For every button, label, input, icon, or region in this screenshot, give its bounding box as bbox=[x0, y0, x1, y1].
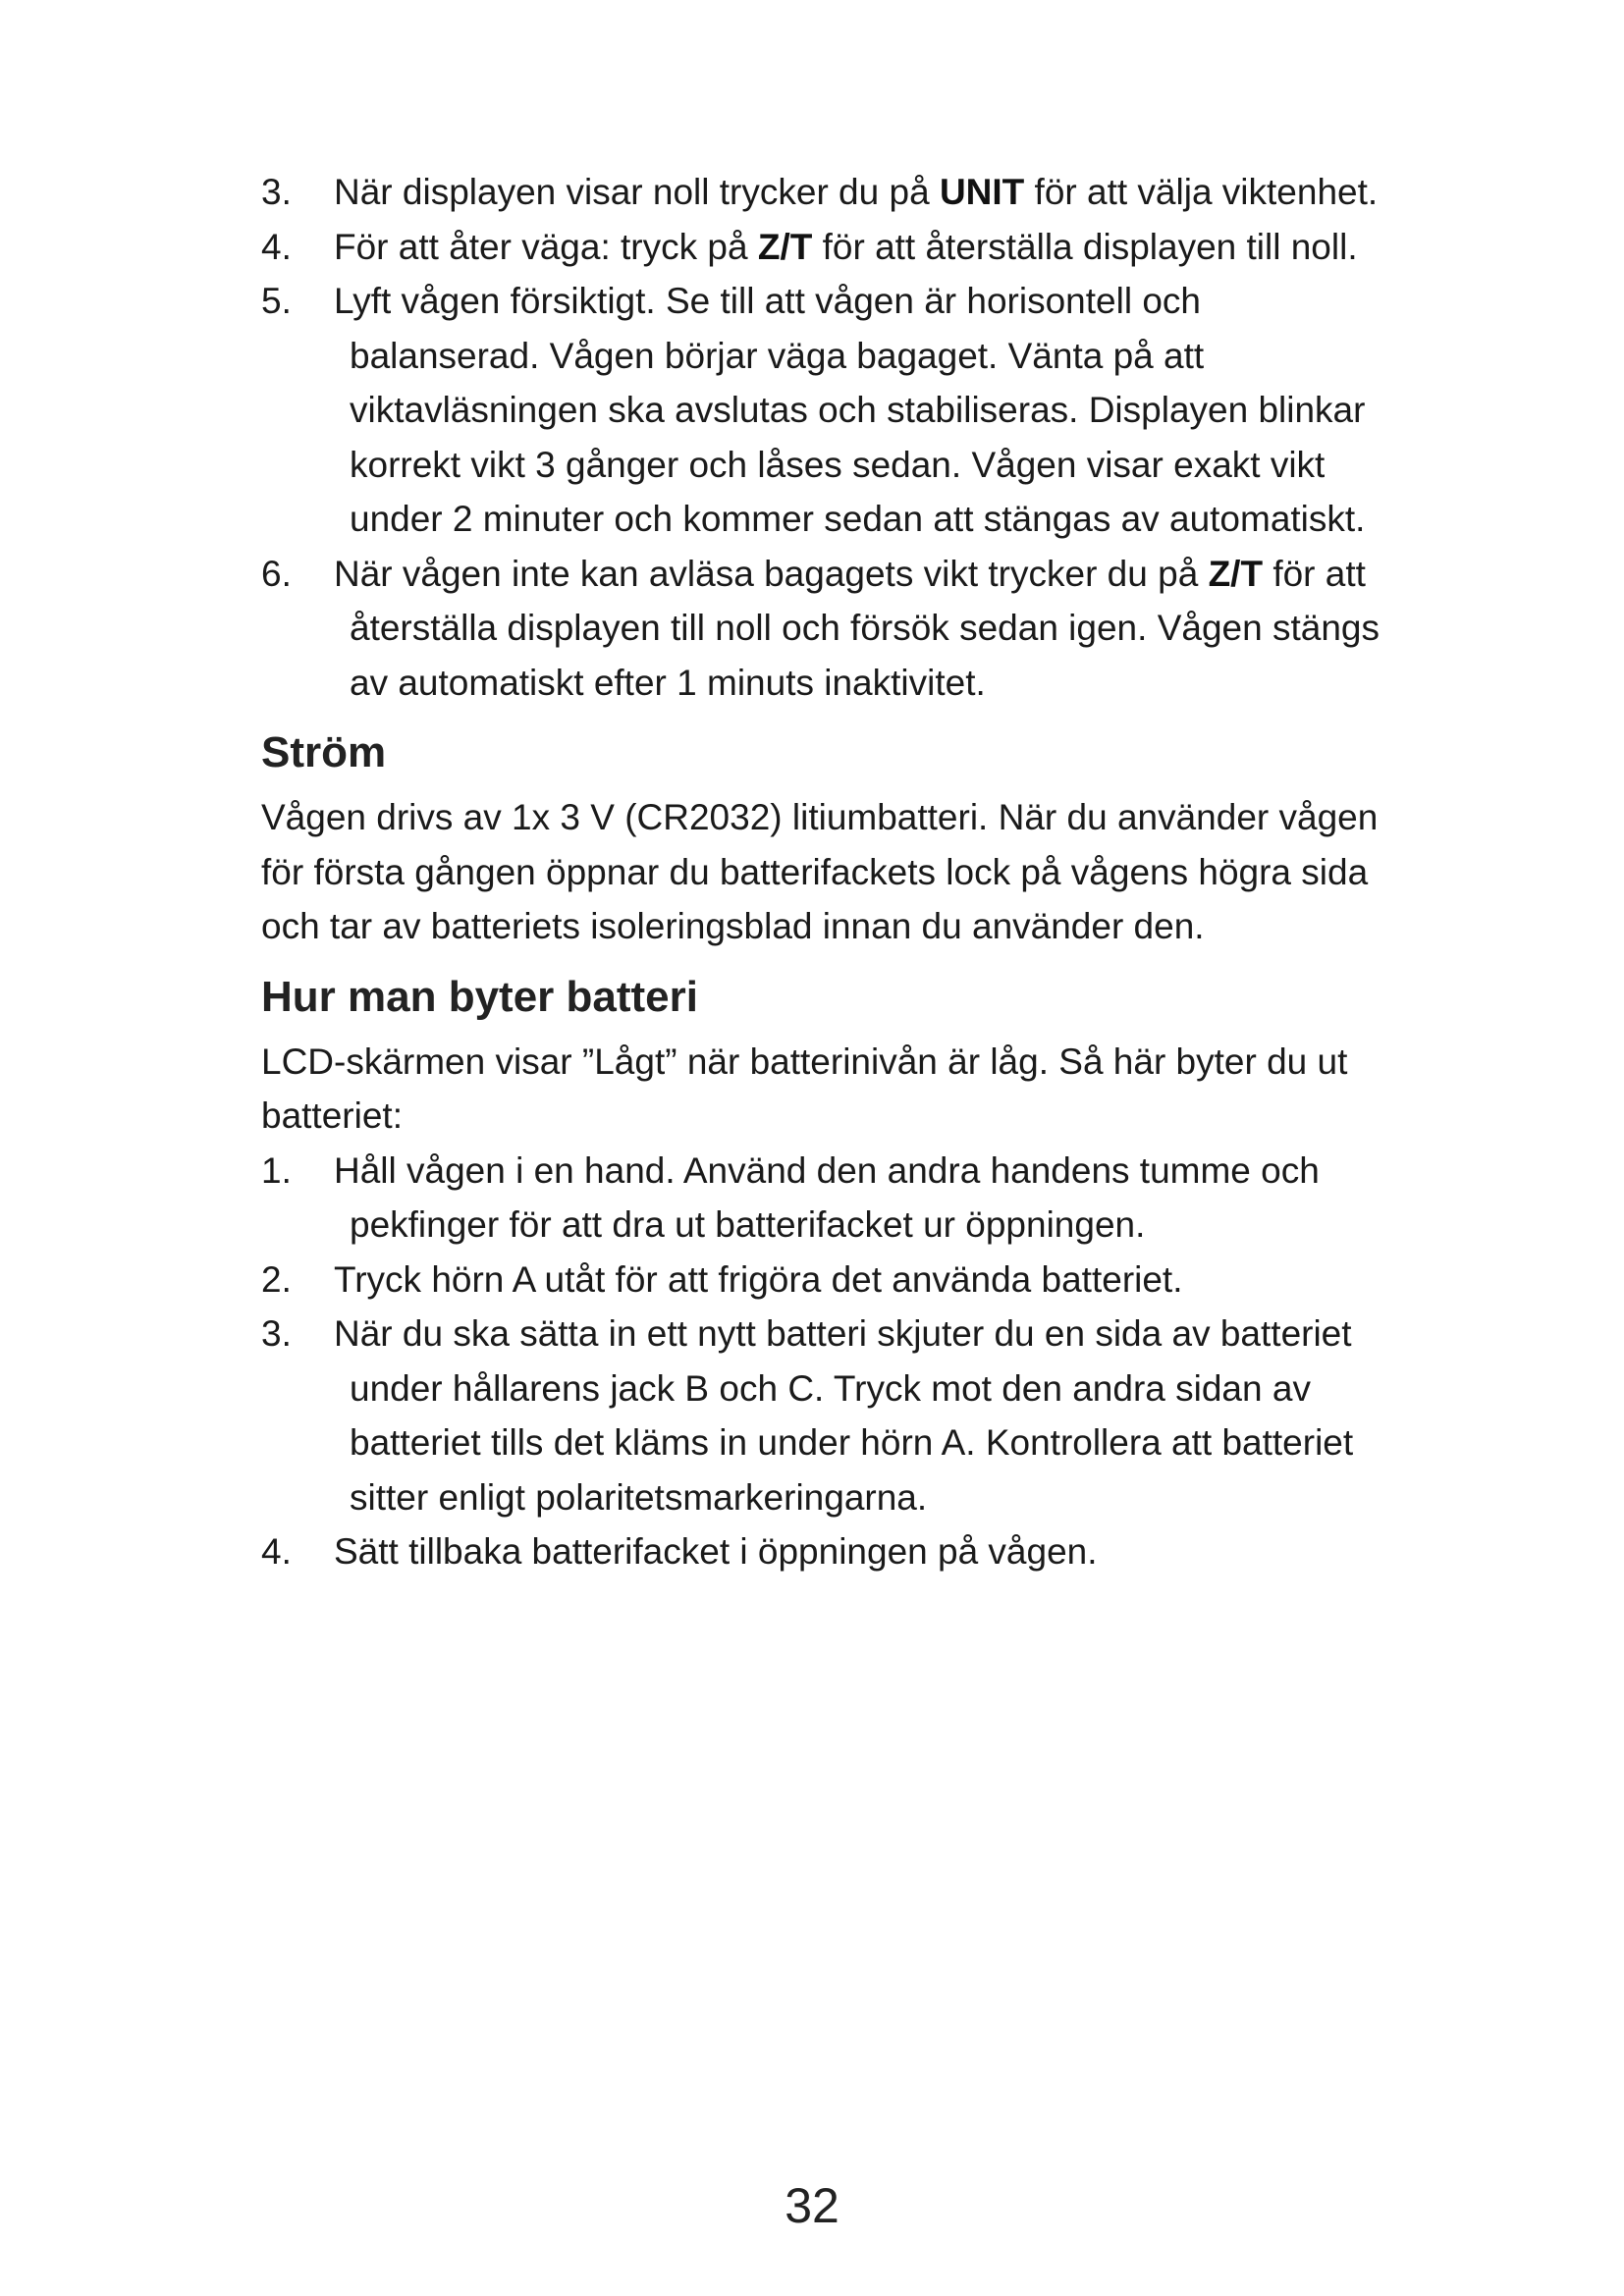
step-number: 4. bbox=[261, 226, 292, 267]
step-text: När displayen visar noll trycker du på UNIT för att välja viktenhet. bbox=[334, 172, 1379, 212]
battery-intro-paragraph: LCD-skärmen visar ”Lågt” när batterinivån är låg. Så här byter du ut batteriet: bbox=[261, 1041, 1348, 1136]
step-number: 5. bbox=[261, 281, 292, 321]
step-number: 3. bbox=[261, 172, 292, 212]
battery-heading: Hur man byter batteri bbox=[261, 972, 698, 1021]
step-text: Tryck hörn A utåt för att frigöra det använda batteriet. bbox=[334, 1258, 1183, 1300]
list-item bbox=[261, 1307, 1400, 1524]
page-number: 32 bbox=[785, 2178, 839, 2233]
weighing-steps-list bbox=[261, 165, 1400, 710]
list-item bbox=[261, 1144, 1400, 1253]
step-number: 1. bbox=[261, 1149, 292, 1191]
step-text: När vågen inte kan avläsa bagagets vikt trycker du på Z/T för att återställa displayen till noll och försök sedan igen. Vågen stängs av automatiskt efter 1 minuts inaktivitet. bbox=[334, 553, 1380, 703]
step-text: Håll vågen i en hand. Använd den andra handens tumme och pekfinger för att dra ut batterifacket ur öppningen. bbox=[334, 1149, 1320, 1245]
zt-key-label: Z/T bbox=[757, 226, 813, 267]
power-heading: Ström bbox=[261, 728, 387, 776]
list-item bbox=[261, 1253, 1400, 1308]
zt-key-label: Z/T bbox=[1208, 553, 1264, 594]
step-number: 6. bbox=[261, 553, 292, 594]
battery-steps-list bbox=[261, 1144, 1400, 1579]
list-item bbox=[261, 1524, 1400, 1579]
power-paragraph: Vågen drivs av 1x 3 V (CR2032) litiumbatteri. När du använder vågen för första gången öppnar du batterifackets lock på vågens högra sida och tar av batteriets isoleringsblad innan du använder den. bbox=[261, 797, 1379, 946]
step-number: 4. bbox=[261, 1531, 292, 1572]
list-item bbox=[261, 274, 1400, 547]
step-text: För att åter väga: tryck på Z/T för att återställa displayen till noll. bbox=[334, 226, 1358, 267]
step-text: Sätt tillbaka batterifacket i öppningen på vågen. bbox=[334, 1531, 1098, 1572]
step-number: 3. bbox=[261, 1313, 292, 1354]
list-item bbox=[261, 220, 1400, 275]
step-text: Lyft vågen försiktigt. Se till att vågen är horisontell och balanserad. Vågen börjar väga bagaget. Vänta på att viktavläsningen ska avslutas och stabiliseras. Displayen blinkar korrekt vikt 3 gånger och låses sedan. Vågen visar exakt vikt under 2 minuter och kommer sedan att stängas av automatiskt. bbox=[334, 281, 1366, 539]
step-number: 2. bbox=[261, 1258, 292, 1300]
list-item bbox=[261, 165, 1400, 220]
unit-key-label: UNIT bbox=[939, 172, 1025, 212]
list-item bbox=[261, 547, 1400, 711]
step-text: När du ska sätta in ett nytt batteri skjuter du en sida av batteriet under hållarens jack B och C. Tryck mot den andra sidan av batteriet tills det kläms in under hörn A. Kontrollera att batteriet sitter enligt polaritetsmarkeringarna. bbox=[334, 1313, 1354, 1518]
manual-page-content bbox=[261, 165, 1400, 1579]
